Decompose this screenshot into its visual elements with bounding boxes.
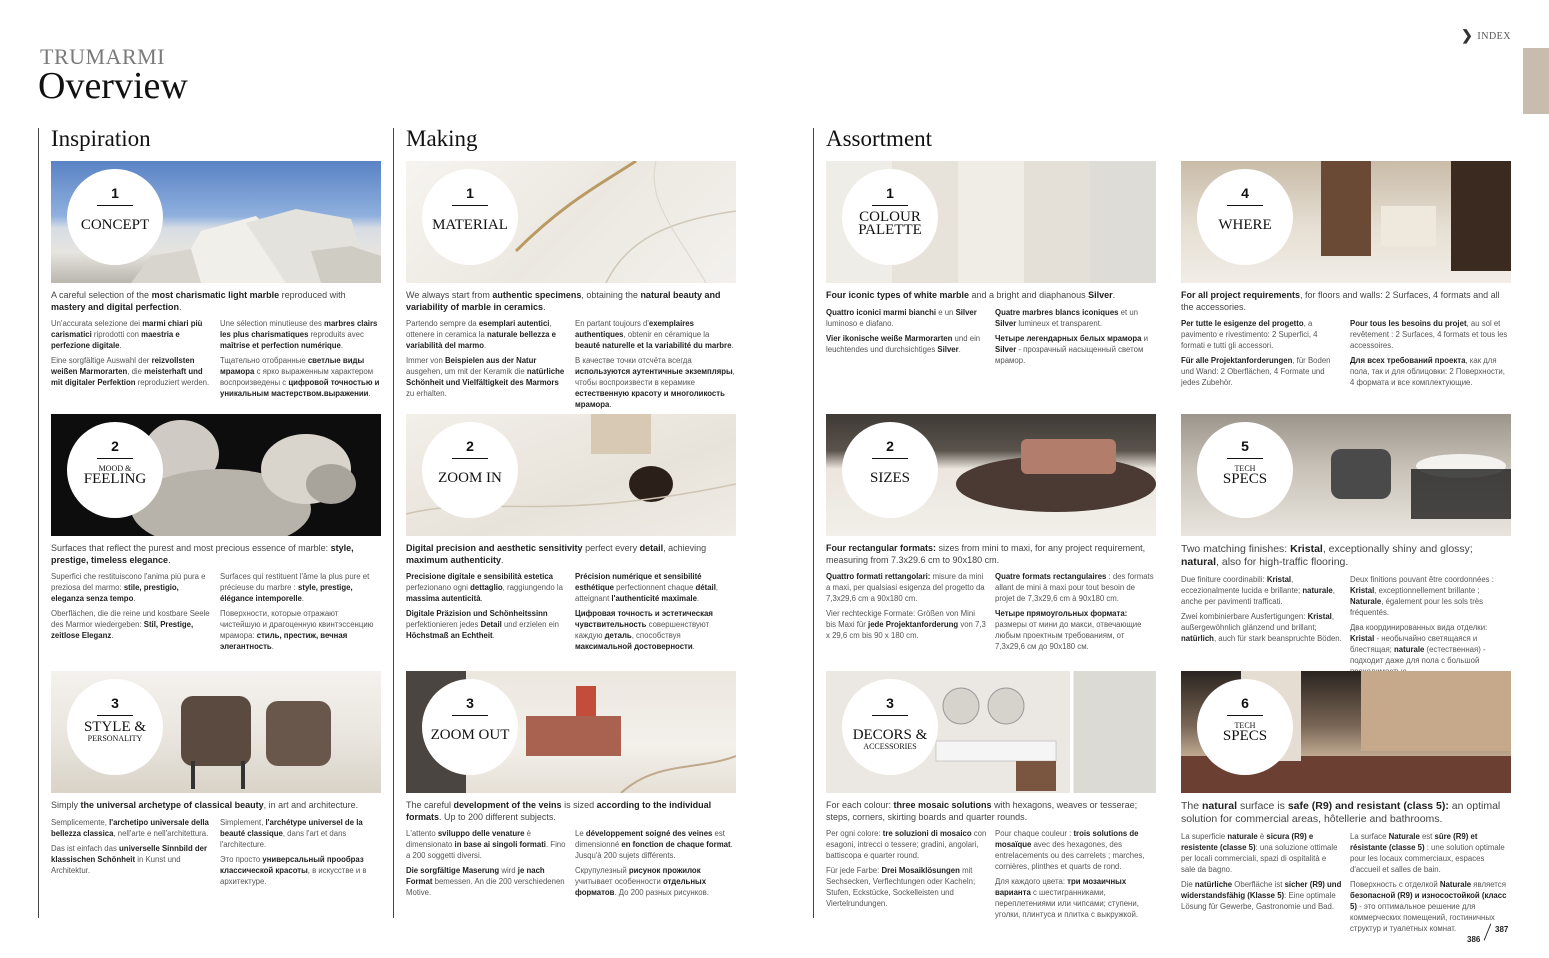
translation-paragraph: Quattro iconici marmi bianchi e un Silver luminoso e diafano. xyxy=(826,307,977,328)
translation-paragraph: Тщательно отобранные светлые виды мрамора с ярко выраженным характером воспроизведены с цифровой точностью и уникальным мастерством.выражении. xyxy=(220,356,380,398)
translation-paragraph: Superfici che restituiscono l'anima più pura e preziosa del marmo: stile, prestigio, eleganza senza tempo. xyxy=(51,572,206,603)
translation-paragraph: Pour chaque couleur : trois solutions de mosaïque avec des hexagones, des entrelacements ou des carrelets ; marches, cornières, plinthes et quarts de rond. xyxy=(995,829,1145,871)
translation-paragraph: Eine sorgfältige Auswahl der reizvollsten weißen Marmorarten, die meisterhaft und mit digitaler Perfektion reproduziert werden. xyxy=(51,356,210,387)
translation-paragraph: La superficie naturale è sicura (R9) e resistente (classe 5): una soluzione ottimale per locali commerciali, spazi di ospitalità e sale da bagno. xyxy=(1181,832,1338,874)
translation-paragraph: Per tutte le esigenze del progetto, a pavimento e rivestimento: 2 Superfici, 4 formati e tutti gli accessori. xyxy=(1181,319,1318,350)
tech1-badge: 5 TECH SPECS xyxy=(1197,422,1293,518)
translation-paragraph: Das ist einfach das universelle Sinnbild der klassischen Schönheit in Kunst und Architektur. xyxy=(51,843,208,875)
concept-badge: 1 CONCEPT xyxy=(67,169,163,265)
translation-paragraph: Le développement soigné des veines est dimensionné en fonction de chaque format. Jusqu'à 200 sujets différents. xyxy=(575,829,733,860)
page-title: Overview xyxy=(38,65,188,107)
translation-paragraph: Oberflächen, die die reine und kostbare Seele des Marmor wiedergeben: Stil, Prestige, zeitlose Eleganz. xyxy=(51,609,210,640)
brand-name: TRUMARMI xyxy=(40,44,166,69)
style-badge: 3 STYLE & PERSONALITY xyxy=(67,679,163,775)
translation-paragraph: Поверхности, которые отражают чистейшую и драгоценную квинтэссенцию мрамора: стиль, престиж, вечная элегантность. xyxy=(220,609,374,651)
column-divider xyxy=(38,128,39,918)
panel-tech2[interactable] xyxy=(1181,671,1511,793)
translation-paragraph: Для каждого цвета: три мозаичных варианта с шестигранниками, переплетениями или чипсами; ступени, уголки, плинтуса и плитка с выкружкой. xyxy=(995,877,1139,919)
translation-paragraph: Für alle Projektanforderungen, für Boden und Wand: 2 Oberflächen, 4 Formate und jedes Zubehör. xyxy=(1181,356,1331,387)
panel-material[interactable] xyxy=(406,161,736,283)
translation-paragraph: Per ogni colore: tre soluzioni di mosaico con esagoni, intrecci o tessere; gradini, angolari, battiscopa e quarter round. xyxy=(826,829,987,860)
mood-description: Surfaces that reflect the purest and most precious essence of marble: style, prestige, timeless elegance. Superfici che restituiscono l'anima più pura e preziosa del marmo: stile, prestigio, eleganza senza tempo. Oberflächen, die die reine und kostbare Seele des Marmor wiedergeben: Stil, Prestige, zeitlose Eleganz. Surfaces qui restituent l'âme la plus pure et précieuse du marbre : style, prestige, élégance intemporelle. Поверхности, которые отражают чистейшую и драгоценную квинтэссенцию мрамора: стиль, престиж, вечная элегантность. xyxy=(51,543,381,656)
page-number-right: 387 xyxy=(1495,925,1509,934)
translation-paragraph: Une sélection minutieuse des marbres clairs les plus charismatiques reproduits avec maîtrise et perfection numérique. xyxy=(220,319,378,350)
where-badge: 4 WHERE xyxy=(1197,169,1293,265)
zoomin-badge: 2 ZOOM IN xyxy=(422,422,518,518)
panel-tech1[interactable] xyxy=(1181,414,1511,536)
column-divider xyxy=(393,128,394,918)
mood-badge: 2 MOOD & FEELING xyxy=(67,422,163,518)
sizes-badge: 2 SIZES xyxy=(842,422,938,518)
side-tab[interactable] xyxy=(1523,48,1549,114)
translation-paragraph: Deux finitions pouvant être coordonnées : Kristal, exceptionnellement brillante ; Naturale, également pour les sols très fréquentés. xyxy=(1350,575,1494,617)
translation-paragraph: Четыре легендарных белых мрамора и Silver - прозрачный насыщенный светом мрамор. xyxy=(995,333,1149,365)
panel-zoomin[interactable] xyxy=(406,414,736,536)
section-title-inspiration: Inspiration xyxy=(51,126,151,151)
translation-paragraph: Vier rechteckige Formate: Größen von Mini bis Maxi für jede Projektanforderung von 7,3 x 29,6 cm bis 90 x 180 cm. xyxy=(826,609,986,640)
panel-zoomout[interactable] xyxy=(406,671,736,793)
panel-where[interactable] xyxy=(1181,161,1511,283)
translation-paragraph: Surfaces qui restituent l'âme la plus pure et précieuse du marbre : style, prestige, élégance intemporelle. xyxy=(220,572,370,603)
panel-colour[interactable] xyxy=(826,161,1156,283)
translation-paragraph: Die natürliche Oberfläche ist sicher (R9) und widerstandsfähig (Klasse 5): Eine optimale Lösung für Gewerbe, Gastronomie und Bad. xyxy=(1181,880,1342,911)
translation-paragraph: En partant toujours d'exemplaires authentiques, obtenir en céramique la beauté naturelle et la variabilité du marbre. xyxy=(575,319,734,350)
section-title-assortment: Assortment xyxy=(826,126,933,151)
zoomin-description: Digital precision and aesthetic sensitivity perfect every detail, achieving maximum authenticity. Precisione digitale e sensibilità estetica perfezionano ogni dettaglio, raggiungendo la massima autenticità. Digitale Präzision und Schönheitssinn perfektionieren jedes Detail und erzielen ein Höchstmaß an Echtheit. Précision numérique et sensibilité esthétique perfectionnent chaque détail, atteignant l'authenticité maximale. Цифровая точность и эстетическая чувствительность совершенствуют каждую деталь, способствуя максимальной достоверности. xyxy=(406,543,736,656)
translation-paragraph: Simplement, l'archétype universel de la beauté classique, dans l'art et dans l'architecture. xyxy=(220,817,363,849)
panel-style[interactable] xyxy=(51,671,381,793)
translation-paragraph: Quatre marbres blancs iconiques et un Silver lumineux et transparent. xyxy=(995,307,1139,328)
translation-paragraph: La surface Naturale est sûre (R9) et résistante (classe 5) : une solution optimale pour les locaux commerciaux, espaces d'accueil et salles de bain. xyxy=(1350,832,1505,874)
translation-paragraph: Die sorgfältige Maserung wird je nach Format bemessen. An die 200 verschiedenen Motive. xyxy=(406,866,565,897)
arrow-icon: ❯ xyxy=(1461,29,1474,44)
translation-paragraph: Скрупулезный рисунок прожилок учитывает особенности отдельных форматов. До 200 разных рисунков. xyxy=(575,866,709,897)
translation-paragraph: Quatre formats rectangulaires : des formats allant de mini à maxi pour tout besoin de projet de 7,3x29,6 cm à 90x180 cm. xyxy=(995,572,1154,603)
concept-description: A careful selection of the most charismatic light marble reproduced with mastery and digital perfection. Un'accurata selezione dei marmi chiari più carismatici riprodotti con maestria e perfezione digitale. Eine sorgfältige Auswahl der reizvollsten weißen Marmorarten, die meisterhaft und mit digitaler Perfektion reproduziert werden. Une sélection minutieuse des marbres clairs les plus charismatiques reproduits avec maîtrise et perfection numérique. Тщательно отобранные светлые виды мрамора с ярко выраженным характером воспроизведены с цифровой точностью и уникальным мастерством.выражении. xyxy=(51,290,380,398)
translation-paragraph: Поверхность с отделкой Naturale является безопасной (R9) и износостойкой (класс 5) - это оптимальное решение для коммерческих помещений, гостиничных структур и туалетных комнат. xyxy=(1350,880,1507,933)
material-badge: 1 MATERIAL xyxy=(422,169,518,265)
translation-paragraph: Vier ikonische weiße Marmorarten und ein leuchtendes und durchsichtiges Silver. xyxy=(826,333,981,354)
translation-paragraph: Четыре прямоугольных формата: размеры от мини до макси, отвечающие любым проектным требованиям, от 7,3x29,6 см до 90x180 см. xyxy=(995,609,1142,651)
tech2-badge: 6 TECH SPECS xyxy=(1197,679,1293,775)
index-link[interactable] xyxy=(1461,28,1511,45)
style-description: Simply the universal archetype of classical beauty, in art and architecture. Semplicemente, l'archetipo universale della bellezza classica, nell'arte e nell'architettura. Das ist einfach das universelle Sinnbild der klassischen Schönheit in Kunst und Architektur. Simplement, l'archétype universel de la beauté classique, dans l'art et dans l'architecture. Это просто универсальный прообраз классической красоты, в искусстве и в архитектуре. xyxy=(51,800,381,891)
panel-sizes[interactable] xyxy=(826,414,1156,536)
index-label: INDEX xyxy=(1477,31,1511,42)
tech2-description: The natural surface is safe (R9) and resistant (class 5): an optimal solution for commercial areas, hôtellerie and bathrooms. La superficie naturale è sicura (R9) e resistente (classe 5): una soluzione ottimale per locali commerciali, spazi di ospitalità e sale da bagno. Die natürliche Oberfläche ist sicher (R9) und widerstandsfähig (Klasse 5): Eine optimale Lösung für Gewerbe, Gastronomie und Bad. La surface Naturale est sûre (R9) et résistante (classe 5) : une solution optimale pour les locaux commerciaux, espaces d'accueil et salles de bain. Поверхность с отделкой Naturale является безопасной (R9) и износостойкой (класс 5) - это оптимальное решение для коммерческих помещений, гостиничных структур и туалетных комнат. xyxy=(1181,800,1511,938)
translation-paragraph: Un'accurata selezione dei marmi chiari più carismatici riprodotti con maestria e perfezione digitale. xyxy=(51,319,203,350)
translation-paragraph: Précision numérique et sensibilité esthétique perfectionnent chaque détail, atteignant l'authenticité maximale. xyxy=(575,572,719,603)
translation-paragraph: В качестве точки отсчёта всегда используются аутентичные экземпляры, чтобы воспроизвести в керамике естественную красоту и многоликость мрамора. xyxy=(575,356,735,409)
translation-paragraph: Цифровая точность и эстетическая чувствительность совершенствуют каждую деталь, способствуя максимальной достоверности. xyxy=(575,609,713,651)
panel-decors[interactable] xyxy=(826,671,1156,793)
translation-paragraph: Digitale Präzision und Schönheitssinn perfektionieren jedes Detail und erzielen ein Höchstmaß an Echtheit. xyxy=(406,609,560,640)
translation-paragraph: Два координированных вида отделки: Kristal - необычайно светящаяся и блестящая; naturale (естественная) - подходит даже для пола с большой xyxy=(1350,623,1488,665)
sizes-description: Four rectangular formats: sizes from mini to maxi, for any project requirement, measuring from 7.3x29.6 cm to 90x180 cm. Quattro formati rettangolari: misure da mini a maxi, per qualsiasi esigenza del progetto da 7,3x29,6 cm a 90x180 cm. Vier rechteckige Formate: Größen von Mini bis Maxi für jede Projektanforderung von 7,3 x 29,6 cm bis 90 x 180 cm. Quatre formats rectangulaires : des formats allant de mini à maxi pour tout besoin de projet de 7,3x29,6 cm à 90x180 cm. Четыре прямоугольных формата: размеры от мини до макси, отвечающие любым проектным требованиям, от 7,3x29,6 см до 90x180 см. xyxy=(826,543,1156,656)
translation-paragraph: Due finiture coordinabili: Kristal, eccezionalmente lucida e brillante; naturale, anche per pavimenti trafficati. xyxy=(1181,575,1335,606)
where-description: For all project requirements, for floors and walls: 2 Surfaces, 4 formats and all the accessories. Per tutte le esigenze del progetto, a pavimento e rivestimento: 2 Superfici, 4 formati e tutti gli accessori. Für alle Projektanforderungen, für Boden und Wand: 2 Oberflächen, 4 Formate und jedes Zubehör. Pour tous les besoins du projet, au sol et revêtement : 2 Surfaces, 4 formats et tous les accessoires. Для всех требований проекта, как для пола, так и для облицовки: 2 Поверхности, 4 формата и все комплектующие. xyxy=(1181,290,1511,392)
translation-paragraph: Immer von Beispielen aus der Natur ausgehen, um mit der Keramik die natürliche Schönheit und Vielfältigkeit des Marmors zu erhalten. xyxy=(406,356,565,398)
decors-description: For each colour: three mosaic solutions with hexagons, weaves or tesserae; steps, corners, skirting boards and quarter rounds. Per ogni colore: tre soluzioni di mosaico con esagoni, intrecci o tessere; gradini, angolari, battiscopa e quarter round. Für jede Farbe: Drei Mosaiklösungen mit Sechsecken, Verflechtungen oder Kacheln; Stufen, Eckstücke, Sockelleisten und Viertelrundungen. Pour chaque couleur : trois solutions de mosaïque avec des hexagones, des entrelacements ou des carrelets ; marches, cornières, plinthes et quarts de rond. Для каждого цвета: три мозаичных варианта с шестигранниками, переплетениями или чипсами; ступени, уголки, плинтуса и плитка с выкружкой. xyxy=(826,800,1156,924)
translation-paragraph: Pour tous les besoins du projet, au sol et revêtement : 2 Surfaces, 4 formats et tous les accessoires. xyxy=(1350,319,1508,350)
translation-paragraph: Precisione digitale e sensibilità estetica perfezionano ogni dettaglio, raggiungendo la massima autenticità. xyxy=(406,572,563,603)
section-title-making: Making xyxy=(406,126,478,151)
decors-badge: 3 DECORS & ACCESSORIES xyxy=(842,679,938,775)
column-divider xyxy=(813,128,814,918)
colour-description: Four iconic types of white marble and a bright and diaphanous Silver. Quattro iconici marmi bianchi e un Silver luminoso e diafano. Vier ikonische weiße Marmorarten und ein leuchtendes und durchsichtiges Silver. Quatre marbres blancs iconiques et un Silver lumineux et transparent. Четыре легендарных белых мрамора и Silver - прозрачный насыщенный светом мрамор. xyxy=(826,290,1156,370)
translation-paragraph: Für jede Farbe: Drei Mosaiklösungen mit Sechsecken, Verflechtungen oder Kacheln; Stufen, Eckstücke, Sockelleisten und Viertelrundungen. xyxy=(826,866,976,908)
panel-mood[interactable] xyxy=(51,414,381,536)
material-description: We always start from authentic specimens, obtaining the natural beauty and variability of marble in ceramics. Partendo sempre da esemplari autentici, ottenere in ceramica la naturale bellezza e variabilità del marmo. Immer von Beispielen aus der Natur ausgehen, um mit der Keramik die natürliche Schönheit und Vielfältigkeit des Marmors zu erhalten. En partant toujours d'exemplaires authentiques, obtenir en céramique la beauté naturelle et la variabilité du marbre. В качестве точки отсчёта всегда используются аутентичные экземпляры, чтобы воспроизвести в керамике естественную красоту и многоликость мрамора. xyxy=(406,290,735,409)
page-number-left: 386 xyxy=(1467,935,1481,944)
translation-paragraph: Semplicemente, l'archetipo universale della bellezza classica, nell'arte e nell'architettura. xyxy=(51,817,209,838)
translation-paragraph: Quattro formati rettangolari: misure da mini a maxi, per qualsiasi esigenza del progetto da 7,3x29,6 cm a 90x180 cm. xyxy=(826,572,985,603)
translation-paragraph: Для всех требований проекта, как для пола, так и для облицовки: 2 Поверхности, 4 формата и все комплектующие. xyxy=(1350,356,1505,387)
zoomout-badge: 3 ZOOM OUT xyxy=(422,679,518,775)
translation-paragraph: Это просто универсальный прообраз классической красоты, в искусстве и в архитектуре. xyxy=(220,854,367,886)
panel-concept[interactable] xyxy=(51,161,381,283)
translation-paragraph: Zwei kombinierbare Ausfertigungen: Kristal, außergewöhnlich glänzend und brillant; natürlich, auch für stark beanspruchte Böden. xyxy=(1181,612,1342,643)
translation-paragraph: L'attento sviluppo delle venature è dimensionato in base ai singoli formati. Fino a 200 soggetti diversi. xyxy=(406,829,566,860)
colour-badge: 1 COLOUR PALETTE xyxy=(842,169,938,265)
translation-paragraph: Partendo sempre da esemplari autentici, ottenere in ceramica la naturale bellezza e variabilità del marmo. xyxy=(406,319,556,350)
tech1-description: Two matching finishes: Kristal, exceptionally shiny and glossy; natural, also for high-traffic flooring. Due finiture coordinabili: Kristal, eccezionalmente lucida e brillante; naturale, anche per pavimenti trafficati. Zwei kombinierbare Ausfertigungen: Kristal, außergewöhnlich glänzend und brillant; natürlich, auch für stark beanspruchte Böden. Deux finitions pouvant être coordonnées : Kristal, exceptionnellement brillante ; Naturale, également pour les sols très fréquentés. Два координированных вида отделки: Kristal - необычайно светящаяся и блестящая; naturale (естественная) - подходит даже для пола с большой xyxy=(1181,543,1511,681)
zoomout-description: The careful development of the veins is sized according to the individual formats. Up to 200 different subjects. L'attento sviluppo delle venature è dimensionato in base ai singoli formati. Fino a 200 soggetti diversi. Die sorgfältige Maserung wird je nach Format bemessen. An die 200 verschiedenen Motive. Le développement soigné des veines est dimensionné en fonction de chaque format. Jusqu'à 200 sujets différents. Скрупулезный рисунок прожилок учитывает особенности отдельных форматов. До 200 разных рисунков. xyxy=(406,800,736,902)
